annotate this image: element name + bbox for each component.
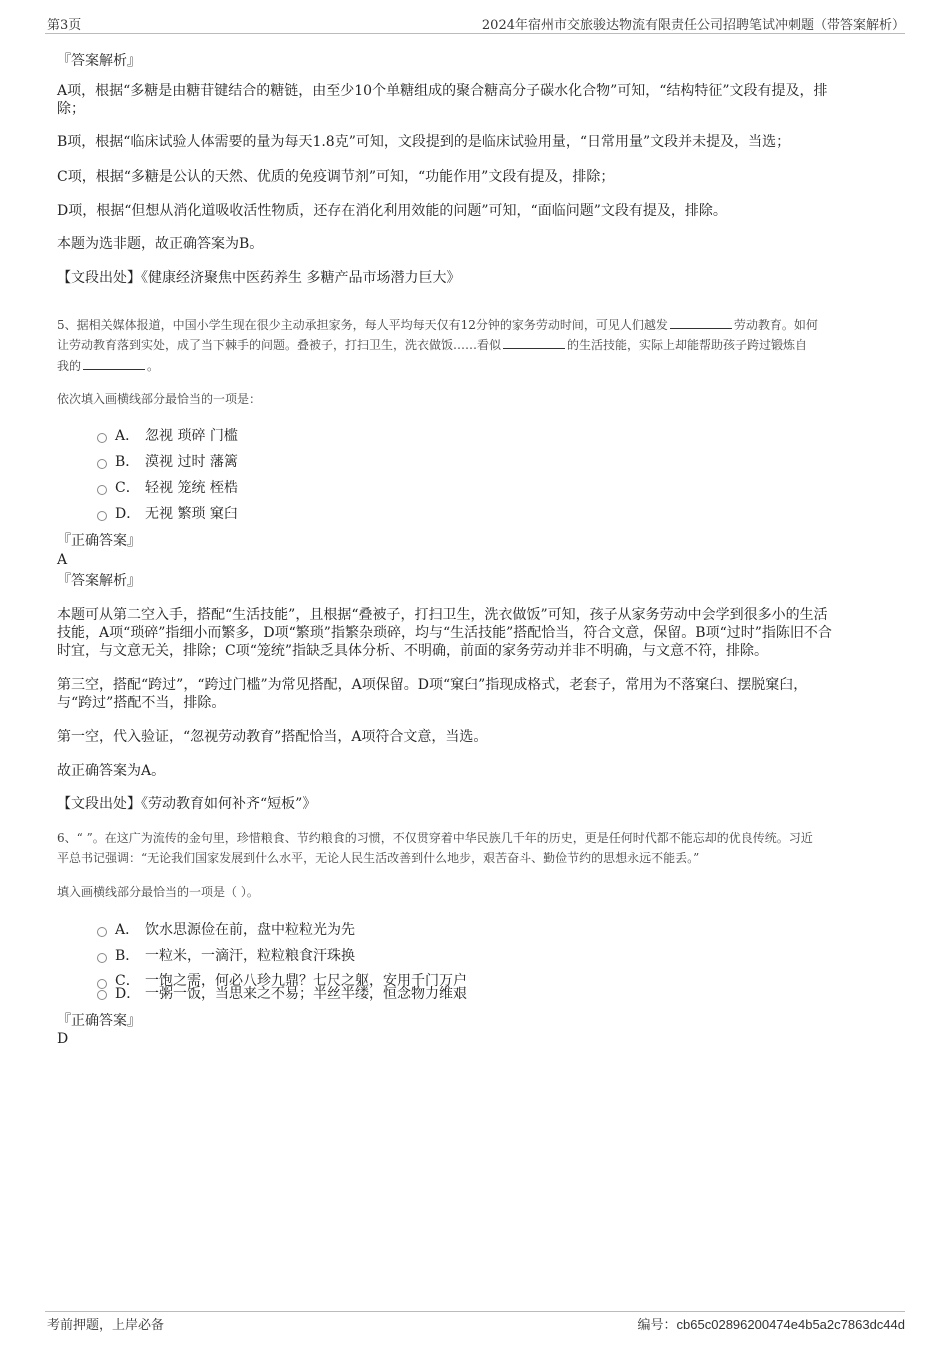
option-a-label[interactable] [115, 425, 238, 445]
question-5-stem-line3 [57, 356, 159, 376]
analysis-p2-line2: 与“跨过”搭配不当，排除。 [57, 695, 226, 711]
option-text: 无视 繁琐 窠臼 [145, 506, 238, 522]
analysis-a-line1: A项，根据“多糖是由糖苷键结合的糖链，由至少10个单糖组成的聚合糖高分子碳水化合物”可知，“结构特征”文段有提及，排 [57, 83, 828, 99]
option-b-radio[interactable] [97, 953, 107, 963]
option-b-label[interactable] [115, 945, 355, 965]
option-text: 忽视 琐碎 门槛 [145, 428, 238, 444]
page-number: 第3页 [47, 18, 82, 33]
header-divider [45, 33, 905, 34]
option-d-label[interactable] [115, 503, 238, 523]
source-citation: 【文段出处】《劳动教育如何补齐“短板”》 [57, 796, 317, 812]
footer-slogan: 考前押题，上岸必备 [47, 1318, 165, 1333]
analysis-c: C项，根据“多糖是公认的天然、优质的免疫调节剂”可知，“功能作用”文段有提及，排除； [57, 169, 615, 185]
option-letter: A． [115, 428, 140, 444]
option-text: 轻视 笼统 桎梏 [145, 480, 238, 496]
question-6-stem-line1: 6、“ ”。在这广为流传的金句里，珍惜粮食、节约粮食的习惯，不仅贯穿着中华民族几千年的历史，更是任何时代都不能忘却的优良传统。习近 [57, 831, 813, 845]
stem-text: 劳动教育。如何 [733, 318, 818, 332]
option-a-radio[interactable] [97, 433, 107, 443]
stem-text: 我的 [57, 359, 82, 373]
stem-text: 。 [147, 359, 160, 373]
correct-answer: A [57, 552, 68, 568]
analysis-conclusion: 故正确答案为A。 [57, 763, 166, 779]
correct-answer-heading: 『正确答案』 [57, 533, 141, 549]
option-letter: B． [115, 454, 140, 470]
question-6-stem-line2: 平总书记强调：“无论我们国家发展到什么水平，无论人民生活改善到什么地步，艰苦奋斗、勤俭节约的思想永远不能丢。” [57, 851, 700, 865]
option-letter: D． [115, 506, 141, 522]
option-d-radio[interactable] [97, 990, 107, 1000]
option-letter: B． [115, 948, 140, 964]
option-letter: C． [115, 480, 140, 496]
option-b-radio[interactable] [97, 459, 107, 469]
correct-answer-heading: 『正确答案』 [57, 1013, 141, 1029]
option-d-label[interactable] [115, 983, 467, 1003]
question-6-instruction: 填入画横线部分最恰当的一项是（ ）。 [57, 885, 259, 899]
analysis-p1-line2: 技能，A项“琐碎”指细小而繁多，D项“繁琐”指繁杂琐碎，均与“生活技能”搭配恰当，符合文意，保留。B项“过时”指陈旧不合 [57, 625, 832, 641]
analysis-conclusion: 本题为选非题，故正确答案为B。 [57, 236, 264, 252]
option-c-radio[interactable] [97, 979, 107, 989]
analysis-p3: 第一空，代入验证，“忽视劳动教育”搭配恰当，A项符合文意，当选。 [57, 729, 488, 745]
option-a-radio[interactable] [97, 927, 107, 937]
source-citation: 【文段出处】《健康经济聚焦中医药养生 多糖产品市场潜力巨大》 [57, 270, 461, 286]
option-c-radio[interactable] [97, 485, 107, 495]
option-c-label[interactable] [115, 477, 238, 497]
option-text: 一粒米，一滴汗，粒粒粮食汗珠换 [145, 948, 355, 964]
option-a-label[interactable] [115, 919, 355, 939]
document-title: 2024年宿州市交旅骏达物流有限责任公司招聘笔试冲刺题（带答案解析） [481, 18, 905, 33]
analysis-b: B项，根据“临床试验人体需要的量为每天1.8克”可知，文段提到的是临床试验用量，“日常用量”文段并未提及，当选； [57, 134, 791, 150]
fill-blank [83, 357, 145, 370]
option-text: 漠视 过时 藩篱 [145, 454, 238, 470]
footer-divider [45, 1311, 905, 1312]
option-b-label[interactable] [115, 451, 238, 471]
option-d-radio[interactable] [97, 511, 107, 521]
stem-text: 5、据相关媒体报道，中国小学生现在很少主动承担家务，每人平均每天仅有12分钟的家务劳动时间，可见人们越发 [57, 318, 668, 332]
analysis-p1-line3: 时宜，与文意无关，排除；C项“笼统”指缺乏具体分析、不明确，前面的家务劳动并非不明确，与文意不符，排除。 [57, 643, 769, 659]
analysis-p1-line1: 本题可从第二空入手，搭配“生活技能”，且根据“叠被子，打扫卫生，洗衣做饭”可知，孩子从家务劳动中会学到很多小的生活 [57, 607, 828, 623]
fill-blank [503, 336, 565, 349]
correct-answer: D [57, 1031, 69, 1047]
serial-value: cb65c02896200474e4b5a2c7863dc44d [676, 1317, 905, 1332]
serial-label: 编号： [637, 1318, 677, 1333]
analysis-a-line2: 除； [57, 101, 85, 117]
question-5-stem-line1 [57, 315, 818, 335]
question-5-instruction: 依次填入画横线部分最恰当的一项是： [57, 392, 262, 406]
stem-text: 的生活技能，实际上却能帮助孩子跨过锻炼自 [567, 338, 808, 352]
analysis-p2-line1: 第三空，搭配“跨过”，“跨过门槛”为常见搭配，A项保留。D项“窠臼”指现成格式，老套子，常用为不落窠臼、摆脱窠臼， [57, 677, 808, 693]
analysis-d: D项，根据“但想从消化道吸收活性物质，还存在消化利用效能的问题”可知，“面临问题”文段有提及，排除。 [57, 203, 727, 219]
option-text: 一饱之需，何必八珍九鼎？七尺之躯，安用千门万户 [145, 973, 467, 989]
stem-text: 让劳动教育落到实处，成了当下棘手的问题。叠被子，打扫卫生，洗衣做饭……看似 [57, 338, 502, 352]
option-letter: A． [115, 922, 140, 938]
option-letter: D． [115, 986, 141, 1002]
option-text: 一粥一饭，当思来之不易；半丝半缕，恒念物力维艰 [145, 986, 467, 1002]
question-5-stem-line2 [57, 335, 807, 355]
analysis-heading: 『答案解析』 [57, 53, 141, 69]
option-text: 饮水思源俭在前，盘中粒粒光为先 [145, 922, 355, 938]
option-letter: C． [115, 973, 140, 989]
footer-serial [638, 1314, 905, 1333]
fill-blank [670, 316, 732, 329]
analysis-heading: 『答案解析』 [57, 573, 141, 589]
